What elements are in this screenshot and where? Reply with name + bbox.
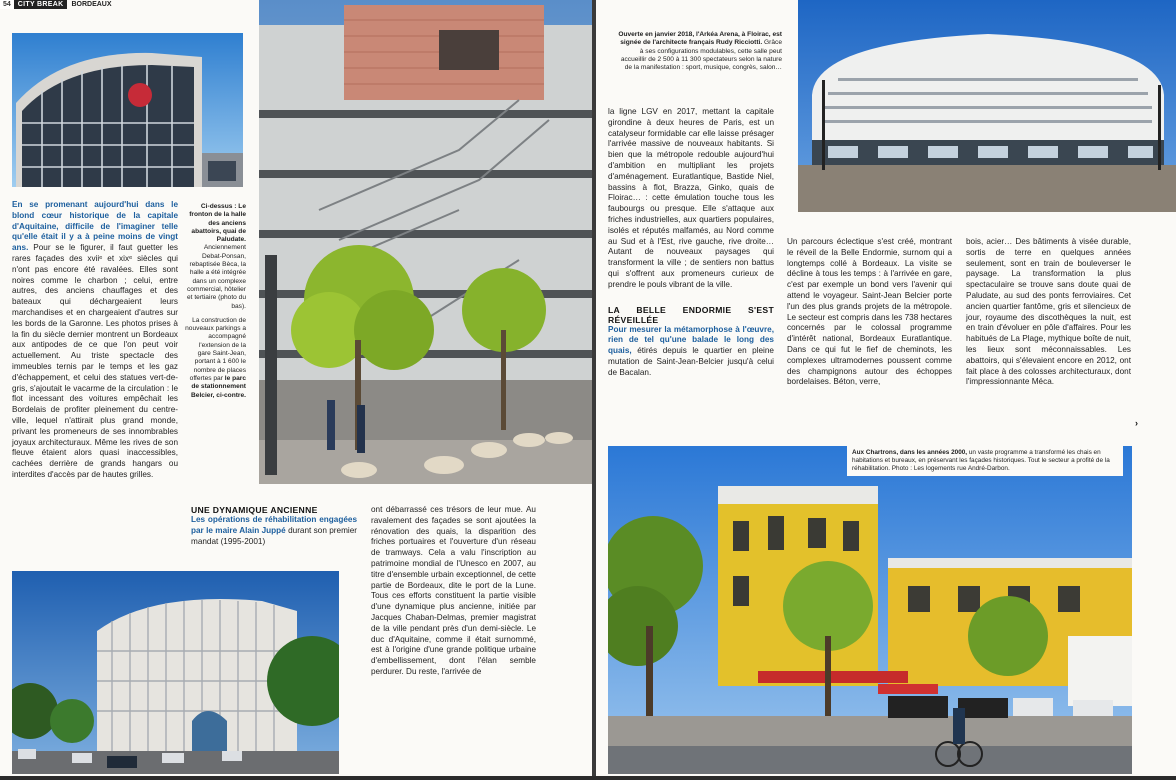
intro-paragraph <box>12 200 178 481</box>
chartrons-caption-text: un vaste programme a transformé les chais en habitations et bureaux, en préservant les façades historiques. Tout le secteur a profité de la réhabilitation. Photo : Les logements rue André-Darbon. <box>852 449 1110 472</box>
caption-chartrons <box>847 446 1123 476</box>
section-heading: UNE DYNAMIQUE ANCIENNE <box>191 505 318 515</box>
arena-caption-text: Grâce à ses configurations modulables, cette salle peut accueillir de 2 500 à 11 300 spectateurs selon la nature de la manifestation : sport, musique, congrès, salon… <box>620 39 782 72</box>
right-column-3-text: bois, acier… Des bâtiments à visée durable, sortis de terre en quelques années seulement, sont en train de bouleverser le paysage. La transformation la plus spectaculaire se trouve sans doute quai de Paludate, au sud des ponts ferroviaires. Cet ancien quartier fantôme, gris et silencieux de jour, royaume des discothèques la nuit, est en train d'évoluer en pôle d'affaires. Pour les habitués de La Plage, mythique boîte de nuit, les lieux sont méconnaissables. Les abattoirs, qui s'élevaient encore en 2012, ont fait place à des colosses architecturaux, dont l'impressionnante Méca. <box>966 237 1131 387</box>
caption-label: Ci-dessus : <box>200 203 237 210</box>
arena-caption-title: Ouverte en janvier 2018, l'Arkéa Arena, à Floirac, est signée de l'architecte français Rudy Ricciotti. <box>618 31 782 47</box>
intro-body: Pour se le figurer, il faut guetter les rares façades des xviiᵉ et xixᵉ siècles qui n'ont pas encore été ravalées. Elles sont noires comme le charbon ; celui, entre autres, des anciens chauffages et des bateaux qui déchargeaient leurs marchandises et en chargeaient d'autres sur les bords de la Garonne. Les photos prises à la fin du siècle dernier montrent un Bordeaux aux antipodes de ce que l'on peut voir actuellement. Au triste spectacle des immeubles ternis par le temps et les gaz d'échappement, et celui des statues vert-de-gris, s'ajoutait le vacarme de la circulation : le flot incessant des voitures empêchait les Bordelais de profiter pleinement du centre-ville, lequel n'attirait plus grand monde, privant les promeneurs de ses innombrables joyaux architecturaux. Même les rives de son fleuve étaient alors quasi inaccessibles, cachées derrière de grands hangars ou interdites d'accès par de hautes grilles. <box>12 243 178 479</box>
belle-endormie-heading: LA BELLE ENDORMIE S'EST RÉVEILLÉE <box>608 304 774 325</box>
caption-parking-title: le parc de stationnement Belcier, ci-contre. <box>191 374 246 399</box>
belle-endormie-lead: Pour mesurer la métamorphose à l'œuvre, rien de tel qu'une balade le long des quais, <box>608 324 774 356</box>
caption-arkea-arena <box>616 31 782 72</box>
right-column-1-text: la ligne LGV en 2017, mettant la capitale girondine à deux heures de Paris, est un catalyseur formidable car elle laisse présager l'arrivée massive de nouveaux habitants. Si bien que la métropole redouble aujourd'hui d'ambition en multipliant les projets d'aménagement. Euratlantique, Bastide Niel, bassins à flot, Brazza, Ginko, quais de Floirac… : cette émulation touche tous les faubourgs ou presque. Elle s'attaque aux friches industrielles, aux quartiers populaires, isolés et réputés malfamés, au Nord comme au Sud et à l'Est, rive gauche, rive droite… Autant de nouveaux paysages qui transforment la ville ; de sentiers non battus qui s'offrent aux promeneurs curieux de prendre le pouls vibrant de la ville. <box>608 107 774 289</box>
right-column-1 <box>608 107 774 379</box>
caption-parking <box>184 317 246 400</box>
photo-abattoirs-hall <box>12 33 243 187</box>
page-header <box>0 0 116 9</box>
left-column-3-text: ont débarrassé ces trésors de leur mue. Au ravalement des façades se sont ajoutées la rénovation des quais, la disparition des friches portuaires et l'ouverture d'un réseau de tramways. Cela a valu l'inscription au patrimoine mondial de l'Unesco en 2007, au titre d'ensemble urbain exceptionnel, de cette partie de Bordeaux, dite le port de la Lune. Tous ces efforts constituent la partie visible d'une dynamique plus ancienne, initiée par Jacques Chaban-Delmas, premier magistrat de la ville pendant près d'un demi-siècle. Le duc d'Aquitaine, comme il était surnommé, est à l'origine d'une grande politique urbaine d'embellissement, dont l'élan semble perdurer. Du reste, l'arrivée de <box>371 505 536 676</box>
section-body: durant son premier mandat (1995-2001) <box>191 525 357 546</box>
photo-arkea-arena <box>798 0 1176 212</box>
bottom-edge <box>0 776 1176 780</box>
left-column-3 <box>371 505 536 678</box>
page-number: 54 <box>0 0 14 9</box>
city-label: BORDEAUX <box>71 1 112 8</box>
belle-endormie-body: étirés depuis le quartier en pleine mutation de Saint-Jean-Belcier jusqu'à celui de Bacalan. <box>608 346 774 377</box>
magazine-right-page <box>596 0 1176 776</box>
caption-title: Le fronton de la halle des anciens abattoirs, quai de Paludate. <box>189 203 246 244</box>
photo-chartrons-housing <box>608 446 1132 774</box>
photo-belcier-parking <box>259 0 592 484</box>
section-label: CITY BREAK <box>14 0 68 9</box>
caption-parking-text: La construction de nouveaux parkings a accompagné l'extension de la gare Saint-Jean, portant à 1 600 le nombre de places offertes par <box>185 316 246 382</box>
caption-abattoirs <box>184 203 246 400</box>
caption-text: Anciennement Debat-Ponsan, rebaptisée Bèca, la halle a été intégrée dans un complexe commercial, hôtelier et tertiaire (photo du bas). <box>186 244 246 310</box>
photo-office-building <box>12 571 339 774</box>
right-column-2 <box>787 237 952 388</box>
right-column-3 <box>966 237 1131 388</box>
chartrons-caption-title: Aux Chartrons, dans les années 2000, <box>852 449 968 456</box>
section-lead: Les opérations de réhabilitation engagées par le maire Alain Juppé <box>191 515 357 535</box>
section-intro-paragraph <box>191 505 357 547</box>
intro-lead: En se promenant aujourd'hui dans le blond cœur historique de la capitale d'Aquitaine, difficile de l'imaginer telle qu'elle était il y a à peine moins de vingt ans. <box>12 200 178 253</box>
continue-arrow: › <box>1135 418 1138 428</box>
right-column-2-text: Un parcours éclectique s'est créé, montrant le réveil de la Belle Endormie, surnom qui a longtemps collé à Bordeaux. La visite se décline à tous les temps : à l'arrivée en gare, c'est par exemple un bond vers l'avenir qui attend le voyageur. Saint-Jean Belcier porte l'un des plus grands projets de la métropole. Le secteur est compris dans les 738 hectares concernés par le colossal programme d'intérêt national, Bordeaux Euratlantique. Dans ce qui fut le fief de cheminots, les complexes ultramodernes poussent comme des champignons autour des échoppes bordelaises. Béton, verre, <box>787 237 952 387</box>
